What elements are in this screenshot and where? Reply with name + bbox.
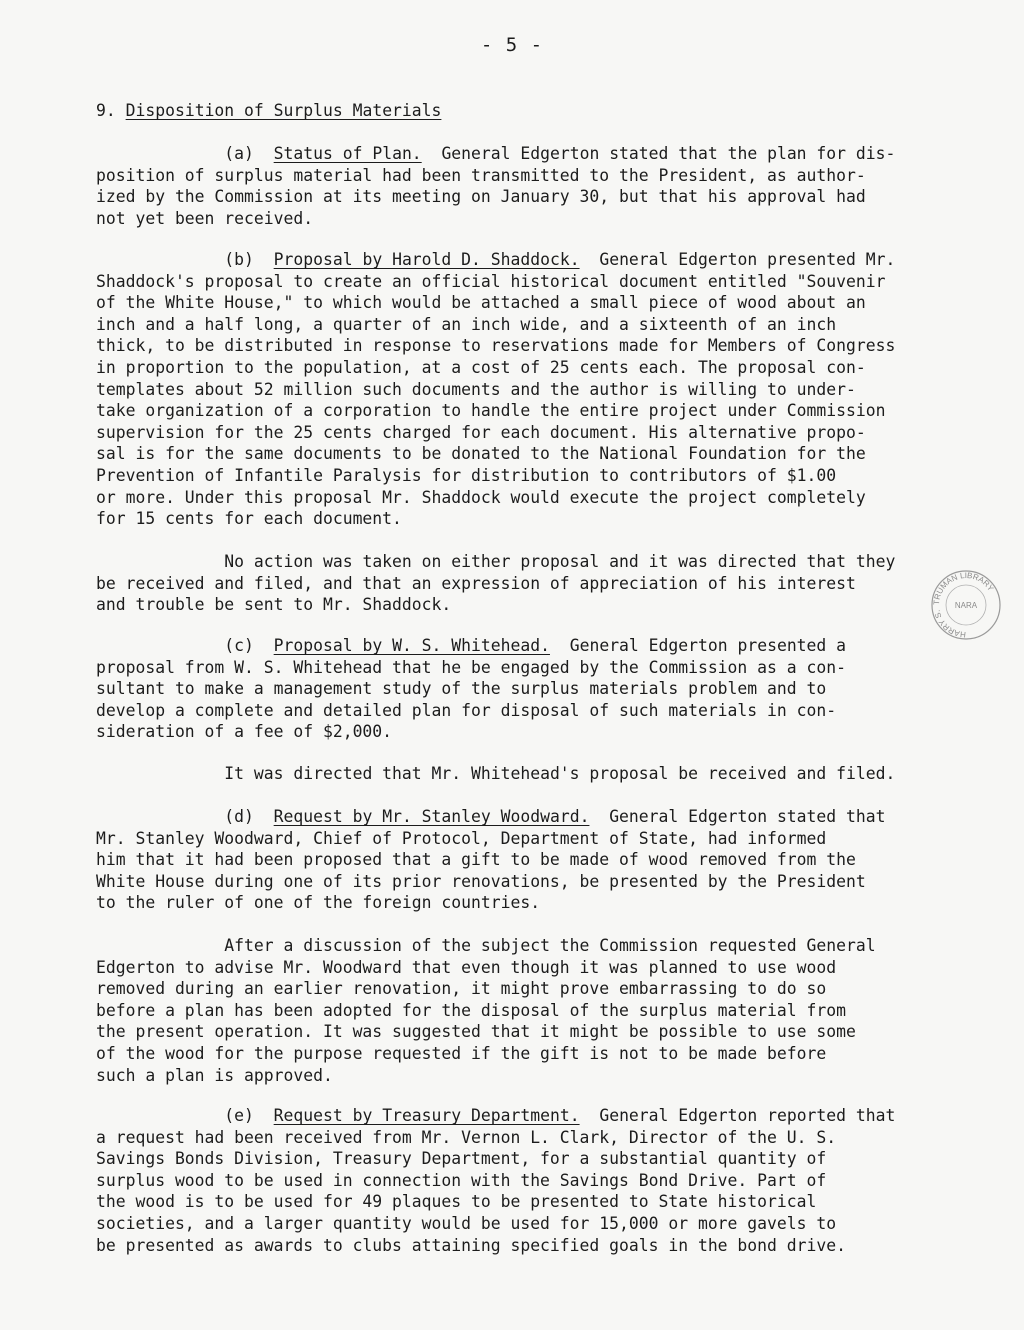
paragraph-b-action: [96, 551, 895, 616]
paragraph-c-action-first-line: [96, 763, 895, 785]
paragraph-a-heading: Status of Plan.: [273, 144, 422, 163]
paragraph-d-action-line-2: removed during an earlier renovation, it might prove embarrassing to do so: [96, 979, 827, 999]
paragraph-a-line-1: position of surplus material had been transmitted to the President, as author-: [96, 165, 866, 185]
paragraph-b-action-line-2: and trouble be sent to Mr. Shaddock.: [96, 595, 452, 615]
section-heading: [96, 100, 441, 122]
paragraph-d-line-0: General Edgerton stated that: [609, 807, 886, 826]
paragraph-d-first-line: [96, 806, 886, 828]
paragraph-d-line-3: White House during one of its prior renovations, be presented by the President: [96, 871, 866, 891]
paragraph-b-heading: Proposal by Harold D. Shaddock.: [273, 250, 580, 269]
paragraph-b-line-0: General Edgerton presented Mr.: [599, 250, 896, 269]
paragraph-e-line-1: a request had been received from Mr. Vernon L. Clark, Director of the U. S.: [96, 1127, 837, 1147]
paragraph-c-first-line: [96, 635, 846, 657]
paragraph-b-line-11: or more. Under this proposal Mr. Shaddock would execute the project completely: [96, 487, 866, 507]
paragraph-b-line-2: of the White House," to which would be attached a small piece of wood about an: [96, 293, 866, 313]
paragraph-d-action-line-5: of the wood for the purpose requested if the gift is not to be made before: [96, 1043, 827, 1063]
paragraph-b-line-12: for 15 cents for each document.: [96, 509, 402, 529]
paragraph-d-line-1: Mr. Stanley Woodward, Chief of Protocol, Department of State, had informed: [96, 828, 827, 848]
paragraph-b-line-8: supervision for the 25 cents charged for each document. His alternative propo-: [96, 422, 866, 442]
paragraph-d-line-2: him that it had been proposed that a gift to be made of wood removed from the: [96, 850, 856, 870]
paragraph-b-line-7: take organization of a corporation to handle the entire project under Commission: [96, 401, 886, 421]
paragraph-d-heading: Request by Mr. Stanley Woodward.: [273, 807, 590, 826]
paragraph-c-line-2: sultant to make a management study of the surplus materials problem and to: [96, 679, 827, 699]
paragraph-a: [96, 143, 895, 229]
paragraph-b-label: (b): [224, 250, 254, 269]
paragraph-e-line-4: the wood is to be used for 49 plaques to be presented to State historical: [96, 1192, 817, 1212]
paragraph-e: [96, 1105, 895, 1256]
stamp-left-text: HARRY S.: [932, 609, 967, 640]
paragraph-a-line-3: not yet been received.: [96, 208, 314, 228]
section-title: Disposition of Surplus Materials: [125, 101, 442, 120]
paragraph-c-heading: Proposal by W. S. Whitehead.: [273, 636, 550, 655]
paragraph-b-line-9: sal is for the same documents to be donated to the National Foundation for the: [96, 444, 866, 464]
paragraph-e-line-3: surplus wood to be used in connection with the Savings Bond Drive. Part of: [96, 1170, 827, 1190]
paragraph-c-line-4: sideration of a fee of $2,000.: [96, 722, 393, 742]
paragraph-c: [96, 635, 846, 743]
paragraph-b-line-5: in proportion to the population, at a cost of 25 cents each. The proposal con-: [96, 357, 866, 377]
page-number: - 5 -: [480, 34, 544, 56]
paragraph-e-heading: Request by Treasury Department.: [273, 1106, 580, 1125]
paragraph-d-action-line-3: before a plan has been adopted for the disposal of the surplus material from: [96, 1000, 846, 1020]
paragraph-a-first-line: [96, 143, 895, 165]
paragraph-e-label: (e): [224, 1106, 254, 1125]
paragraph-e-line-6: be presented as awards to clubs attaining specified goals in the bond drive.: [96, 1235, 846, 1255]
paragraph-c-action: [96, 763, 895, 785]
paragraph-e-line-5: societies, and a larger quantity would be used for 15,000 or more gavels to: [96, 1213, 837, 1233]
paragraph-d-action: [96, 935, 876, 1086]
paragraph-b: [96, 249, 895, 530]
paragraph-d-action-line-0: After a discussion of the subject the Commission requested General: [224, 936, 876, 955]
paragraph-d-line-4: to the ruler of one of the foreign countries.: [96, 893, 541, 913]
paragraph-b-line-6: templates about 52 million such documents and the author is willing to under-: [96, 379, 856, 399]
paragraph-e-line-0: General Edgerton reported that: [599, 1106, 896, 1125]
paragraph-d: [96, 806, 886, 914]
paragraph-e-first-line: [96, 1105, 895, 1127]
stamp-top-text: TRUMAN LIBRARY: [931, 570, 996, 606]
paragraph-c-line-1: proposal from W. S. Whitehead that he be engaged by the Commission as a con-: [96, 657, 846, 677]
paragraph-b-line-4: thick, to be distributed in response to reservations made for Members of Congress: [96, 336, 896, 356]
paragraph-a-label: (a): [224, 144, 254, 163]
paragraph-b-action-line-1: be received and filed, and that an expression of appreciation of his interest: [96, 573, 856, 593]
paragraph-d-action-first-line: [96, 935, 876, 957]
section-number: 9.: [96, 101, 116, 120]
paragraph-a-line-2: ized by the Commission at its meeting on January 30, but that his approval had: [96, 187, 866, 207]
stamp-center-text: NARA: [954, 601, 978, 610]
paragraph-d-action-line-1: Edgerton to advise Mr. Woodward that even though it was planned to use wood: [96, 957, 837, 977]
paragraph-d-action-line-4: the present operation. It was suggested that it might be possible to use some: [96, 1022, 856, 1042]
paragraph-c-line-0: General Edgerton presented a: [569, 636, 847, 655]
archive-stamp: [929, 568, 1003, 642]
paragraph-e-line-2: Savings Bonds Division, Treasury Department, for a substantial quantity of: [96, 1149, 827, 1169]
paragraph-b-line-3: inch and a half long, a quarter of an inch wide, and a sixteenth of an inch: [96, 314, 837, 334]
paragraph-c-label: (c): [224, 636, 254, 655]
paragraph-b-line-1: Shaddock's proposal to create an official historical document entitled "Souvenir: [96, 271, 886, 291]
paragraph-a-line-0: General Edgerton stated that the plan for dis-: [441, 144, 896, 163]
paragraph-d-label: (d): [224, 807, 254, 826]
paragraph-d-action-line-6: such a plan is approved.: [96, 1065, 333, 1085]
paragraph-c-line-3: develop a complete and detailed plan for disposal of such materials in con-: [96, 700, 837, 720]
paragraph-b-first-line: [96, 249, 895, 271]
paragraph-c-action-line-0: It was directed that Mr. Whitehead's proposal be received and filed.: [224, 764, 896, 783]
paragraph-b-action-first-line: [96, 551, 895, 573]
paragraph-b-line-10: Prevention of Infantile Paralysis for distribution to contributors of $1.00: [96, 465, 837, 485]
paragraph-b-action-line-0: No action was taken on either proposal and it was directed that they: [224, 552, 896, 571]
